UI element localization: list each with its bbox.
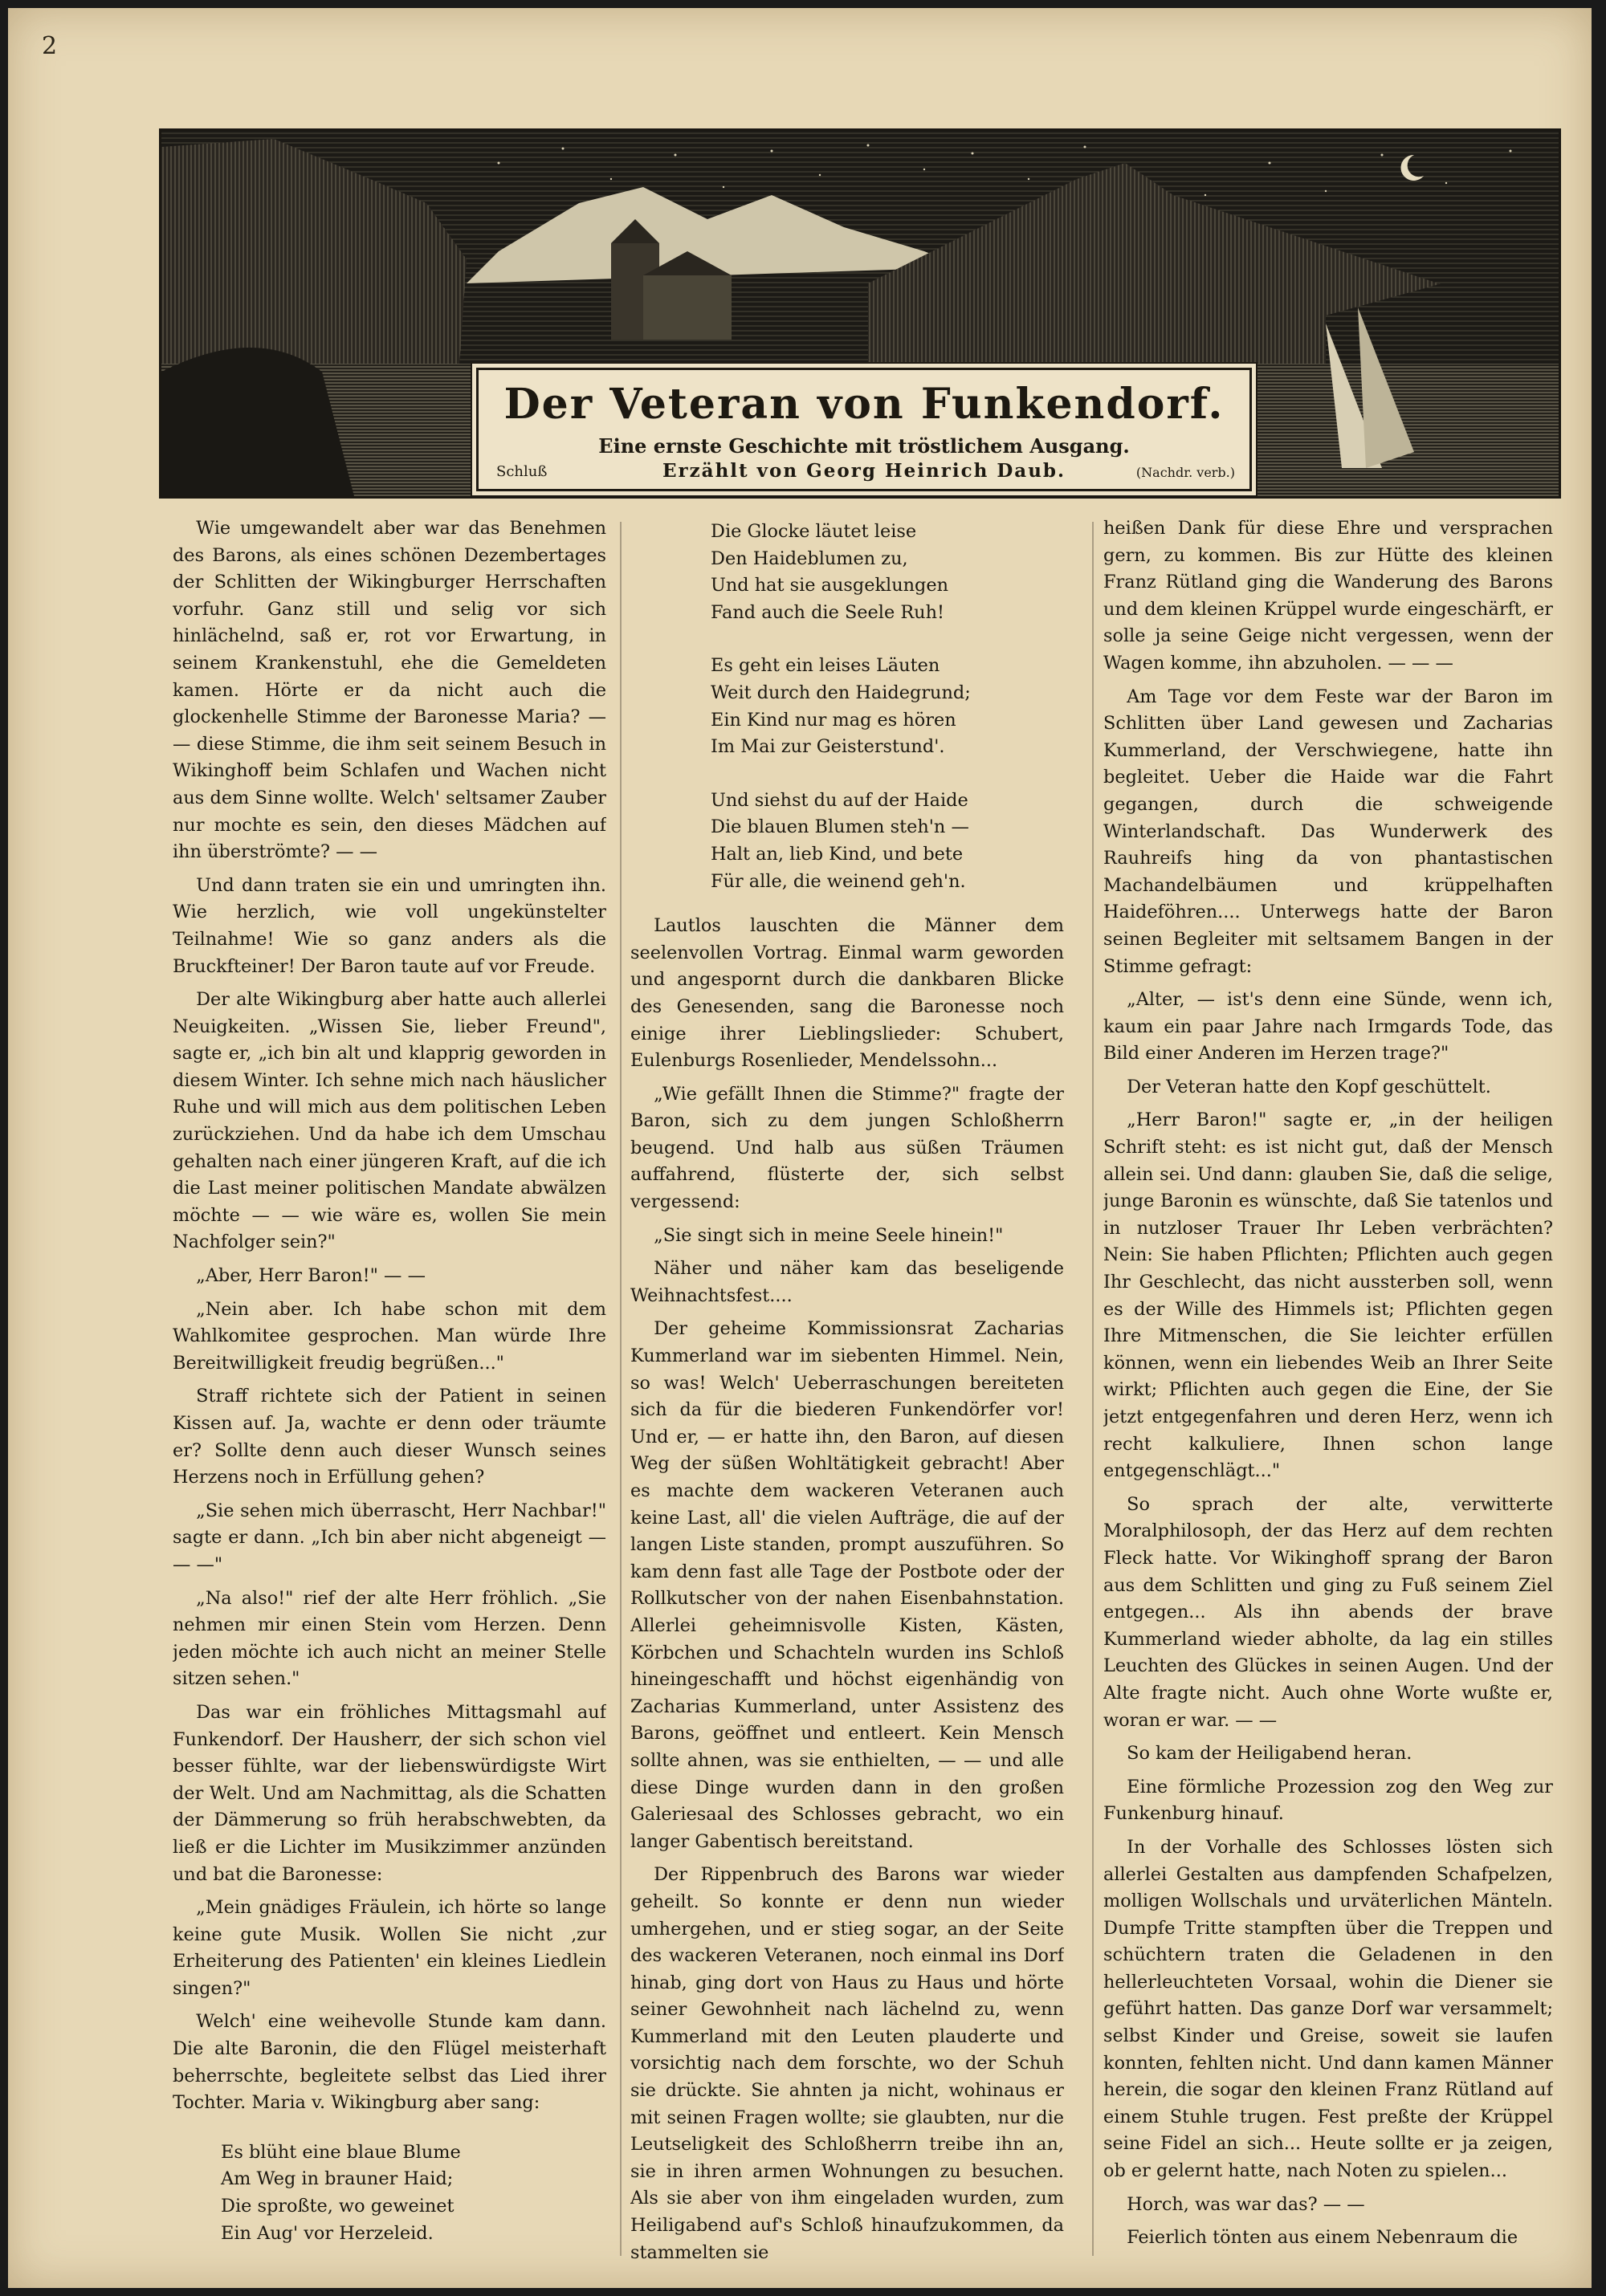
paragraph: Das war ein fröhliches Mittagsmahl auf Funkendorf. Der Hausherr, der sich schon viel besser fühlte, war der liebenswürdigste Wirt der Welt. Und am Nachmittag, als die Schatten der Dämmerung so früh herabschwebten, da ließ er die Lichter im Musikzimmer anzünden und bat die Baronesse: — [173, 1701, 606, 1885]
poem-line: Für alle, die weinend geh'n. — [711, 870, 966, 892]
paragraph: heißen Dank für diese Ehre und versprachen gern, zu kommen. Bis zur Hütte des kleinen Franz Rütland ging die Wanderung des Barons und dem kleinen Krüppel wurde eingeschärft, er solle ja seine Geige nicht vergessen, wenn der Wagen komme, ihn abzuholen. — — — — [1103, 518, 1553, 674]
poem-line: Halt an, lieb Kind, und bete — [711, 843, 964, 865]
copyright-note: (Nachdr. verb.) — [1135, 465, 1235, 480]
text-column-3 — [1103, 515, 1553, 2265]
paragraph: Horch, was war das? — — — [1127, 2193, 1365, 2215]
poem-line: Ein Aug' vor Herzeleid. — [221, 2222, 434, 2244]
paragraph: So sprach der alte, verwitterte Moralphilosoph, der das Herz auf dem rechten Fleck hatte. Vor Wikinghoff sprang der Baron aus dem Schlitten und ging zu Fuß seinem Ziel entgegen... Als ihn abends der brave Kummerland wieder abholte, da lag ein stilles Leuchten des Glückes in seinen Augen. Und der Alte fragte nicht. Auch ohne Worte wußte er, woran er war. — — — [1103, 1493, 1553, 1731]
story-author: Erzählt von Georg Heinrich Daub. — [662, 460, 1066, 482]
paragraph: „Nein aber. Ich habe schon mit dem Wahlkomitee gesprochen. Man würde Ihre Bereitwilligkeit freudig begrüßen..." — [173, 1298, 606, 1374]
title-box — [476, 368, 1252, 491]
paragraph: Der alte Wikingburg aber hatte auch allerlei Neuigkeiten. „Wissen Sie, lieber Freund", sagte er, „ich bin alt und klapprig geworden in diesem Winter. Ich sehne mich nach häuslicher Ruhe und will mich aus dem politischen Leben zurückziehen. Und da habe ich dem Umschau gehalten nach einer jüngeren Kraft, auf die ich die Last meiner politischen Mandate abwälzen möchte — — wie wäre es, wollen Sie mein Nachfolger sein?" — [173, 989, 606, 1253]
poem-line: Und hat sie ausgeklungen — [711, 575, 949, 596]
paragraph: Welch' eine weihevolle Stunde kam dann. Die alte Baronin, die den Flügel meisterhaft beherrschte, begleitete selbst das Lied ihrer Tochter. Maria v. Wikingburg aber sang: — [173, 2011, 606, 2114]
paragraph: Und dann traten sie ein und umringten ihn. Wie herzlich, wie voll ungekünstelter Teilnahme! Wie so ganz anders als die Bruckfteiner! Der Baron taute auf vor Freude. — [173, 874, 606, 977]
paragraph: Straff richtete sich der Patient in seinen Kissen auf. Ja, wachte er denn oder träumte er? Sollte denn auch dieser Wunsch seines Herzens noch in Erfüllung gehen? — [173, 1386, 606, 1488]
paragraph: „Sie singt sich in meine Seele hinein!" — [654, 1224, 1004, 1246]
column-rule — [1092, 522, 1094, 2256]
paragraph: „Alter, — ist's denn eine Sünde, wenn ich, kaum ein paar Jahre nach Irmgards Tode, das Bild einer Anderen im Herzen trage?" — [1103, 989, 1553, 1065]
paragraph: „Aber, Herr Baron!" — — — [196, 1265, 426, 1287]
paragraph: „Wie gefällt Ihnen die Stimme?" fragte der Baron, sich zu dem jungen Schloßherrn beugend. Und halb aus süßen Träumen auffahrend, flüsterte der, sich selbst vergessend: — [630, 1083, 1064, 1213]
poem — [173, 2139, 606, 2247]
poem-line: Es blüht eine blaue Blume — [221, 2141, 461, 2163]
text-column-1 — [173, 515, 606, 2265]
page-number: 2 — [42, 32, 58, 60]
paragraph: „Herr Baron!" sagte er, „in der heiligen Schrift steht: es ist nicht gut, daß der Mensch allein sei. Und dann: glauben Sie, daß die selige, junge Baronin es wünschte, daß Sie tatenlos und in nutzloser Trauer Ihr Leben verbrächten? Nein: Sie haben Pflichten; Pflichten auch gegen Ihr Geschlecht, das nicht aussterben soll, wenn es der Wille des Himmels ist; Pflichten gegen Ihre Mitmenschen, die Sie leichter erfüllen können, wenn ein liebendes Weib an Ihrer Seite wirkt; Pflichten auch gegen die Eine, der Sie jetzt entgegenfahren und deren Herz, wenn ich recht kalkuliere, Ihnen schon lange entgegenschlägt..." — [1103, 1109, 1553, 1482]
paragraph: Der Rippenbruch des Barons war wieder geheilt. So konnte er denn nun wieder umhergehen, und er stieg sogar, an der Seite des wackeren Veteranen, noch einmal ins Dorf hinab, ging dort von Haus zu Haus und hörte seiner Gewohnheit nach lächelnd zu, wenn Kummerland mit den Leuten plauderte und vorsichtig nach dem forschte, wo der Schuh sie drückte. Sie ahnten ja nicht, wohinaus er mit seinen Fragen wollte; sie glaubten, nur die Leutseligkeit des Schloßherrn treibe ihn an, sie in ihren armen Wohnungen zu besuchen. Als sie aber von ihm eingeladen wurden, zum Heiligabend auf's Schloß hinaufzukommen, da stammelten sie — [630, 1864, 1064, 2263]
header-illustration — [159, 128, 1561, 499]
paragraph: Der geheime Kommissionsrat Zacharias Kummerland war im siebenten Himmel. Nein, so was! Welch' Ueberraschungen bereiteten sich da für die biederen Funkendörfer vor! Und er, — er hatte ihn, den Baron, auf diesen Weg der süßen Wohltätigkeit gebracht! Aber es machte dem wackeren Veteranen auch keine Last, all' die vielen Aufträge, die auf der langen Liste standen, prompt auszuführen. So kam denn fast alle Tage der Postbote oder der Rollkutscher von der nahen Eisenbahnstation. Allerlei geheimnisvolle Kisten, Kästen, Körbchen und Schachteln wurden ins Schloß hineingeschafft und höchst eigenhändig von Zacharias Kummerland, unter Assistenz des Barons, geöffnet und entleert. Kein Mensch sollte ahnen, was sie enthielten, — — und alle diese Dinge wurden dann in den großen Galeriesaal des Schlosses gebracht, wo ein langer Gabentisch bereitstand. — [630, 1318, 1064, 1852]
poem-line: Es geht ein leises Läuten — [711, 655, 940, 677]
poem-line: Ein Kind nur mag es hören — [711, 709, 956, 731]
story-title: Der Veteran von Funkendorf. — [503, 380, 1225, 429]
schluss-label: Schluß — [496, 463, 548, 480]
poem-line: Die sproßte, wo geweinet — [221, 2196, 454, 2217]
paragraph: Am Tage vor dem Feste war der Baron im Schlitten über Land gewesen und Zacharias Kummerland, der Verschwiegene, hatte ihn begleitet. Ueber die Haide war die Fahrt gegangen, durch die schweigende Winterlandschaft. Das Wunderwerk des Rauhreifs hing da von phantastischen Machandelbäumen und krüppelhaften Haideföhren.... Unterwegs hatte der Baron seinen Begleiter mit seltsamem Bangen in der Stimme gefragt: — [1103, 686, 1553, 977]
column-rule — [620, 522, 622, 2256]
paragraph: In der Vorhalle des Schlosses lösten sich allerlei Gestalten aus dampfenden Schafpelzen, molligen Wollschals und urväterlichen Mänteln. Dumpfe Tritte stampften über die Treppen und schüchtern traten die Geladenen in den hellerleuchteten Vorsaal, wohin die Diener sie geführt hatten. Das ganze Dorf war versammelt; selbst Kinder und Greise, soweit sie laufen konnten, fehlten nicht. Und dann kamen Männer herein, die sogar den kleinen Franz Rütland auf einem Stuhle trugen. Fest preßte der Krüppel seine Fidel an sich... Heute sollte er ja zeigen, ob er gelernt hatte, nach Noten zu spielen... — [1103, 1836, 1553, 2182]
story-subtitle: Eine ernste Geschichte mit tröstlichem Ausgang. — [598, 434, 1130, 458]
poem-stanza — [711, 653, 1064, 760]
poem-line: Weit durch den Haidegrund; — [711, 682, 971, 703]
newspaper-page — [8, 8, 1592, 2288]
paragraph: Eine förmliche Prozession zog den Weg zur Funkenburg hinauf. — [1103, 1776, 1553, 1825]
paragraph: Lautlos lauschten die Männer dem seelenvollen Vortrag. Einmal warm geworden und angespornt durch die dankbaren Blicke des Genesenden, sang die Baronesse noch einige ihrer Lieblingslieder: Schubert, Eulenburgs Rosenlieder, Mendelssohn... — [630, 915, 1064, 1072]
poem-stanza — [711, 788, 1064, 895]
poem-stanza — [711, 519, 1064, 626]
poem — [630, 519, 1064, 895]
paragraph: Wie umgewandelt aber war das Benehmen des Barons, als eines schönen Dezembertages der Schlitten der Wikingburger Herrschaften vorfuhr. Ganz still und selig vor sich hinlächelnd, saß er, rot vor Erwartung, in seinem Krankenstuhl, ehe die Gemeldeten kamen. Hörte er da nicht auch die glockenhelle Stimme der Baronesse Maria? — — diese Stimme, die ihm seit seinem Besuch in Wikinghoff beim Schlafen und Wachen nicht aus dem Sinne wollte. Welch' seltsamer Zauber nur mochte es sein, den dieses Mädchen auf ihn überströmte? — — — [173, 518, 606, 863]
poem-line: Im Mai zur Geisterstund'. — [711, 736, 945, 758]
poem-stanza — [221, 2139, 606, 2247]
paragraph: „Sie sehen mich überrascht, Herr Nachbar!" sagte er dann. „Ich bin aber nicht abgeneigt — — —" — [173, 1500, 606, 1575]
text-column-2 — [630, 515, 1064, 2265]
poem-line: Am Weg in brauner Haid; — [221, 2168, 454, 2190]
paragraph: So kam der Heiligabend heran. — [1127, 1743, 1412, 1765]
poem-line: Die blauen Blumen steh'n — — [711, 816, 969, 838]
poem-line: Und siehst du auf der Haide — [711, 789, 968, 811]
paragraph: „Mein gnädiges Fräulein, ich hörte so lange keine gute Musik. Wollen Sie nicht ‚zur Erheiterung des Patienten' ein kleines Liedlein singen?" — [173, 1897, 606, 1999]
paragraph: Feierlich tönten aus einem Nebenraum die — [1127, 2227, 1518, 2249]
poem-line: Die Glocke läutet leise — [711, 521, 917, 542]
paragraph: Der Veteran hatte den Kopf geschüttelt. — [1127, 1076, 1491, 1097]
poem-line: Fand auch die Seele Ruh! — [711, 601, 945, 623]
paragraph: Näher und näher kam das beseligende Weihnachtsfest.... — [630, 1258, 1064, 1306]
paragraph: „Na also!" rief der alte Herr fröhlich. „Sie nehmen mir einen Stein vom Herzen. Denn jeden möchte ich auch nicht an meiner Stelle sitzen sehen." — [173, 1587, 606, 1690]
poem-line: Den Haideblumen zu, — [711, 548, 908, 569]
